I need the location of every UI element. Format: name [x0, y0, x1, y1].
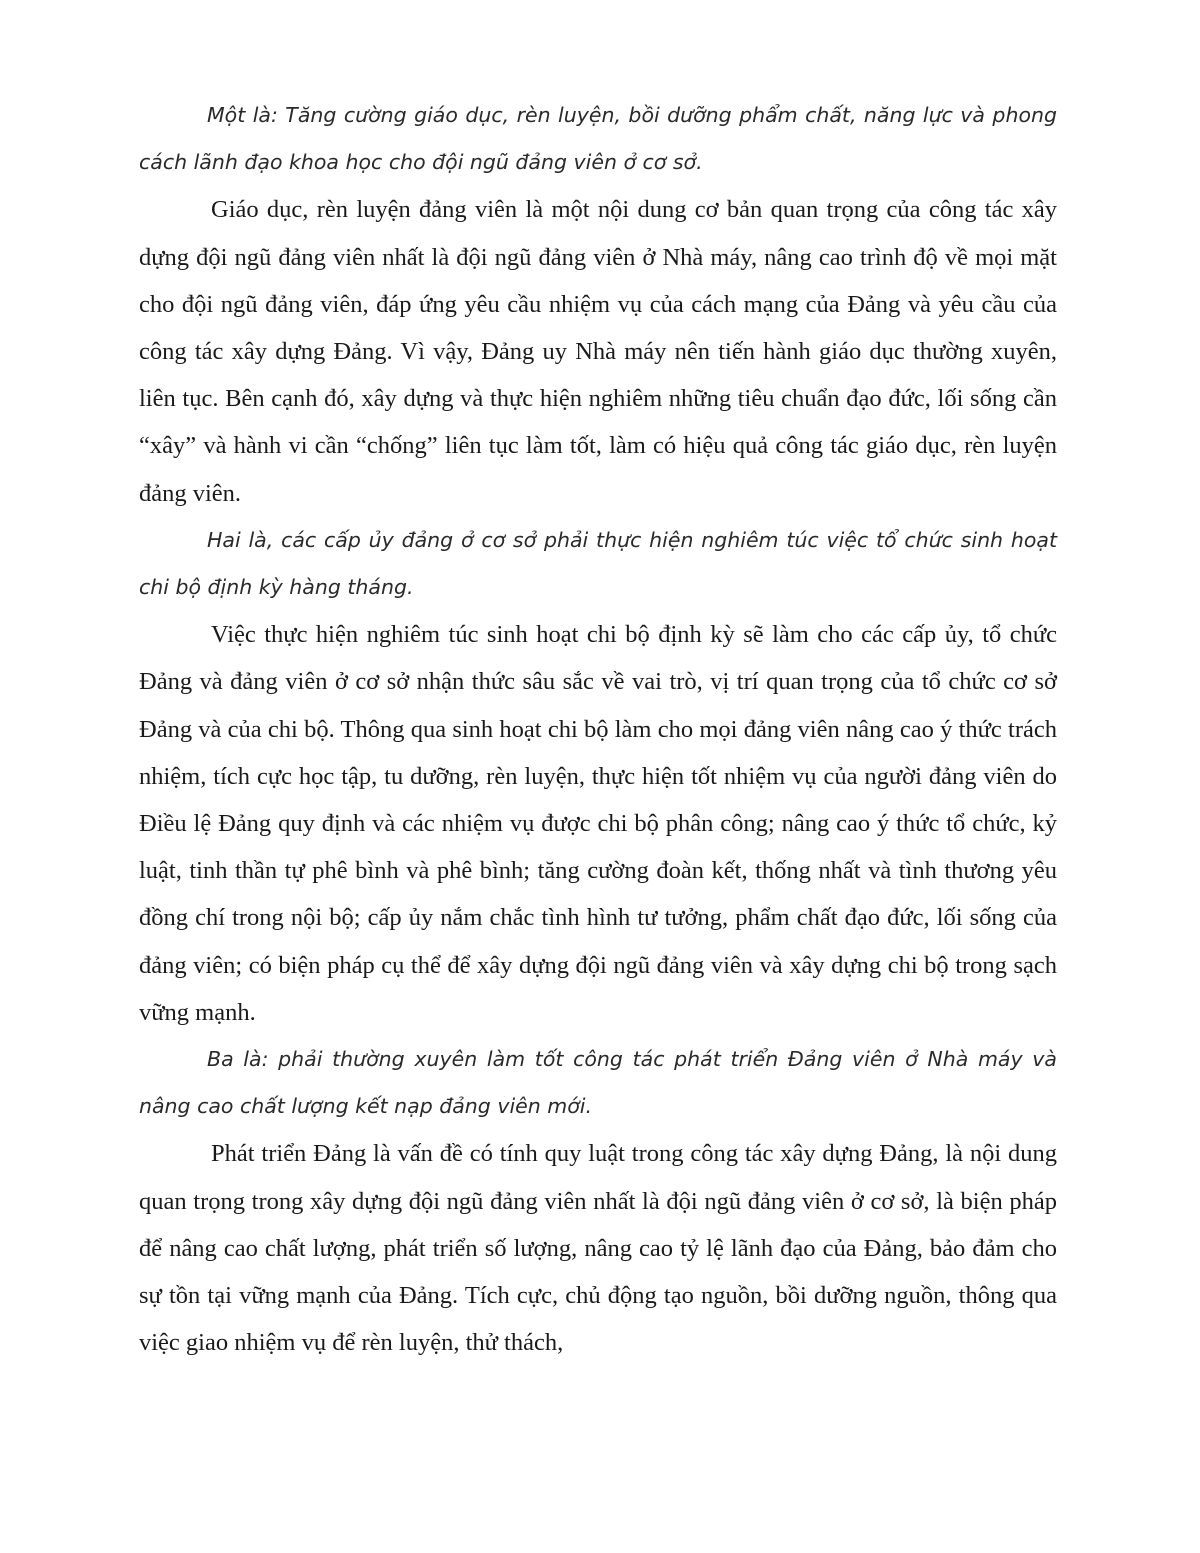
body-paragraph: Giáo dục, rèn luyện đảng viên là một nội dung cơ bản quan trọng của công tác xây dựng đội ngũ đảng viên nhất là đội ngũ đảng viên ở Nhà máy, nâng cao trình độ về mọi mặt cho đội ngũ đảng viên, đáp ứng yêu cầu nhiệm vụ của cách mạng của Đảng và yêu cầu của công tác xây dựng Đảng. Vì vậy, Đảng uy Nhà máy nên tiến hành giáo dục thường xuyên, liên tục. Bên cạnh đó, xây dựng và thực hiện nghiêm những tiêu chuẩn đạo đức, lối sống cần “xây” và hành vi cần “chống” liên tục làm tốt, làm có hiệu quả công tác giáo dục, rèn luyện đảng viên. [139, 196, 1057, 507]
heading-point-two: Hai là, các cấp ủy đảng ở cơ sở phải thực hiện nghiêm túc việc tổ chức sinh hoạt chi bộ định kỳ hàng tháng. [139, 527, 1057, 600]
body-paragraph: Phát triển Đảng là vấn đề có tính quy luật trong công tác xây dựng Đảng, là nội dung quan trọng trong xây dựng đội ngũ đảng viên nhất là đội ngũ đảng viên ở cơ sở, là biện pháp để nâng cao chất lượng, phát triển số lượng, nâng cao tỷ lệ lãnh đạo của Đảng, bảo đảm cho sự tồn tại vững mạnh của Đảng. Tích cực, chủ động tạo nguồn, bồi dưỡng nguồn, thông qua việc giao nhiệm vụ để rèn luyện, thử thách, [139, 1140, 1057, 1357]
body-paragraph: Việc thực hiện nghiêm túc sinh hoạt chi bộ định kỳ sẽ làm cho các cấp ủy, tổ chức Đảng và đảng viên ở cơ sở nhận thức sâu sắc về vai trò, vị trí quan trọng của tổ chức cơ sở Đảng và của chi bộ. Thông qua sinh hoạt chi bộ làm cho mọi đảng viên nâng cao ý thức trách nhiệm, tích cực học tập, tu dưỡng, rèn luyện, thực hiện tốt nhiệm vụ của người đảng viên do Điều lệ Đảng quy định và các nhiệm vụ được chi bộ phân công; nâng cao ý thức tổ chức, kỷ luật, tinh thần tự phê bình và phê bình; tăng cường đoàn kết, thống nhất và tình thương yêu đồng chí trong nội bộ; cấp ủy nắm chắc tình hình tư tưởng, phẩm chất đạo đức, lối sống của đảng viên; có biện pháp cụ thể để xây dựng đội ngũ đảng viên và xây dựng chi bộ trong sạch vững mạnh. [139, 621, 1057, 1026]
heading-point-one: Một là: Tăng cường giáo dục, rèn luyện, bồi dưỡng phẩm chất, năng lực và phong cách lãnh đạo khoa học cho đội ngũ đảng viên ở cơ sở. [139, 103, 1057, 175]
document-page [139, 92, 1057, 1366]
heading-point-three: Ba là: phải thường xuyên làm tốt công tác phát triển Đảng viên ở Nhà máy và nâng cao chất lượng kết nạp đảng viên mới. [139, 1047, 1057, 1119]
